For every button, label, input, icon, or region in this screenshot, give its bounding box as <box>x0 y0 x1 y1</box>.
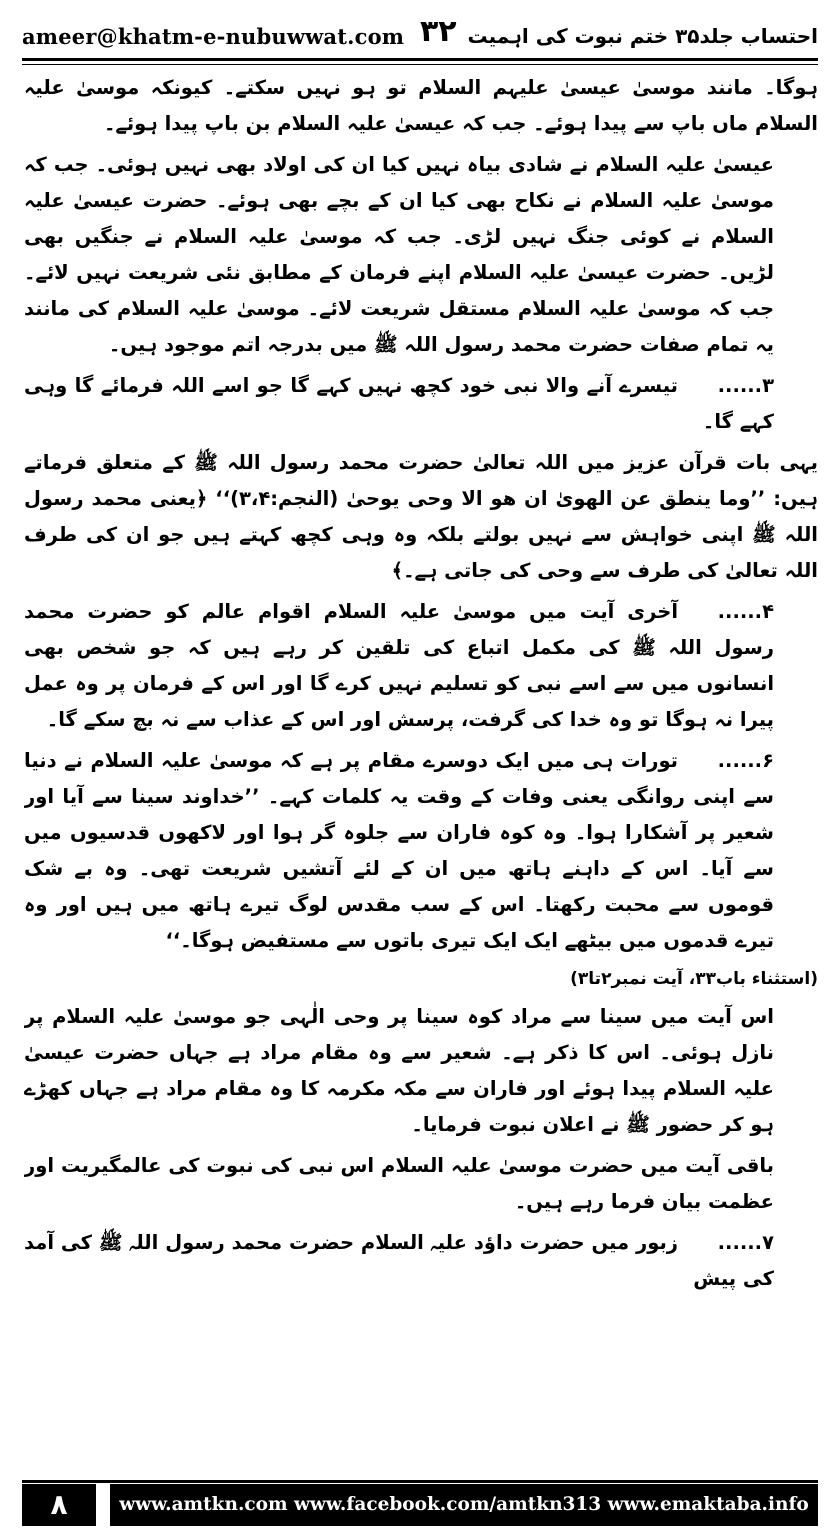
point-number: ۶...... <box>717 749 774 772</box>
paragraph-text: زبور میں حضرت داؤد علیہ السلام حضرت محمد رسول اللہ ﷺ کی آمد کی پیش <box>24 1231 774 1290</box>
paragraph: عیسیٰ علیہ السلام نے شادی بیاہ نہیں کیا ان کی اولاد بھی نہیں ہوئی۔ جب کہ موسیٰ علیہ السلام نے نکاح بھی کیا ان کے بچے بھی ہوئے۔ حضرت عیسیٰ علیہ السلام نے کوئی جنگ نہیں لڑی۔ جب کہ موسیٰ علیہ السلام نے جنگیں بھی لڑیں۔ حضرت عیسیٰ علیہ السلام اپنے فرمان کے مطابق نئی شریعت نہیں لائے۔ جب کہ موسیٰ علیہ السلام مستقل شریعت لائے۔ موسیٰ علیہ السلام کی مانند یہ تمام صفات حضرت محمد رسول اللہ ﷺ میں بدرجہ اتم موجود ہیں۔ <box>24 153 774 356</box>
paragraph: ہوگا۔ مانند موسیٰ عیسیٰ علیہم السلام تو ہو نہیں سکتے۔ کیونکہ موسیٰ علیہ السلام ماں باپ سے پیدا ہوئے۔ جب کہ عیسیٰ علیہ السلام بن باپ پیدا ہوئے۔ <box>24 76 818 135</box>
paragraph-text: تیسرے آنے والا نبی خود کچھ نہیں کہے گا جو اسے اللہ فرمائے گا وہی کہے گا۔ <box>24 374 774 433</box>
paragraph: یہی بات قرآن عزیز میں اللہ تعالیٰ حضرت محمد رسول اللہ ﷺ کے متعلق فرماتے ہیں: ’’وما ینطق عن الھویٰ ان ھو الا وحی یوحیٰ (النجم:۳،۴)‘‘ ﴿یعنی محمد رسول اللہ ﷺ اپنی خواہش سے نہیں بولتے بلکہ وہ وہی کچھ کہتے ہیں جو ان کی طرف اللہ تعالیٰ کی طرف سے وحی کی جاتی ہے۔﴾ <box>24 451 818 582</box>
footer-page-badge: ۸ <box>22 1484 96 1526</box>
page-body <box>24 70 818 1472</box>
paragraph: باقی آیت میں حضرت موسیٰ علیہ السلام اس نبی کی نبوت کی عالمگیریت اور عظمت بیان فرما رہے ہیں۔ <box>24 1154 774 1213</box>
paragraph: اس آیت میں سینا سے مراد کوہ سینا پر وحی الٰہی جو موسیٰ علیہ السلام پر نازل ہوئی۔ اس کا ذکر ہے۔ شعیر سے وہ مقام مراد ہے جہاں حضرت عیسیٰ علیہ السلام پیدا ہوئے اور فاران سے مکہ مکرمہ کا وہ مقام مراد ہے جہاں کھڑے ہو کر حضور ﷺ نے اعلان نبوت فرمایا۔ <box>24 1005 774 1136</box>
point-number: ۷...... <box>717 1231 774 1254</box>
numbered-point-4 <box>24 594 818 738</box>
numbered-point-6 <box>24 743 818 959</box>
numbered-point-7 <box>24 1225 818 1297</box>
page-header <box>22 14 818 54</box>
footer-links[interactable]: www.amtkn.com www.facebook.com/amtkn313 www.emaktaba.info <box>110 1484 818 1526</box>
header-rule <box>22 58 818 65</box>
paragraph-text: تورات ہی میں ایک دوسرے مقام پر ہے کہ موسیٰ علیہ السلام نے دنیا سے اپنی روانگی یعنی وفات کے وقت یہ کلمات کہے۔ ’’خداوند سینا سے آیا اور شعیر پر آشکارا ہوا۔ وہ کوہ فاران سے جلوہ گر ہوا اور لاکھوں قدسیوں میں سے آیا۔ اس کے داہنے ہاتھ میں ان کے لئے آتشیں شریعت تھی۔ وہ بے شک قوموں سے محبت رکھتا۔ اس کے سب مقدس لوگ تیرے ہاتھ میں ہیں اور وہ تیرے قدموں میں بیٹھے ایک ایک تیری باتوں سے مستفیض ہوگا۔‘‘ <box>24 749 774 952</box>
reference-citation: (استثناء باب۳۳، آیت نمبر۲تا۳) <box>570 969 818 989</box>
paragraph-text: آخری آیت میں موسیٰ علیہ السلام اقوام عالم کو حضرت محمد رسول اللہ ﷺ کی مکمل اتباع کی تلقین کر رہے ہیں کہ جو شخص بھی انسانوں میں سے اسے نبی کو تسلیم نہیں کرے گا اور اس کے فرمان پر وہ عمل پیرا نہ ہوگا تو وہ خدا کی گرفت، پرسش اور اس کے عذاب سے نہ بچ سکے گا۔ <box>24 600 774 731</box>
book-title: احتساب جلد۳۵ ختم نبوت کی اہمیت <box>467 24 818 48</box>
header-email: ameer@khatm-e-nubuwwat.com <box>22 24 405 49</box>
footer-rule <box>22 1480 818 1483</box>
page-number: ۳۲ <box>420 14 457 49</box>
point-number: ۴...... <box>717 600 774 623</box>
point-number: ۳...... <box>717 374 774 397</box>
numbered-point-3 <box>24 368 818 440</box>
